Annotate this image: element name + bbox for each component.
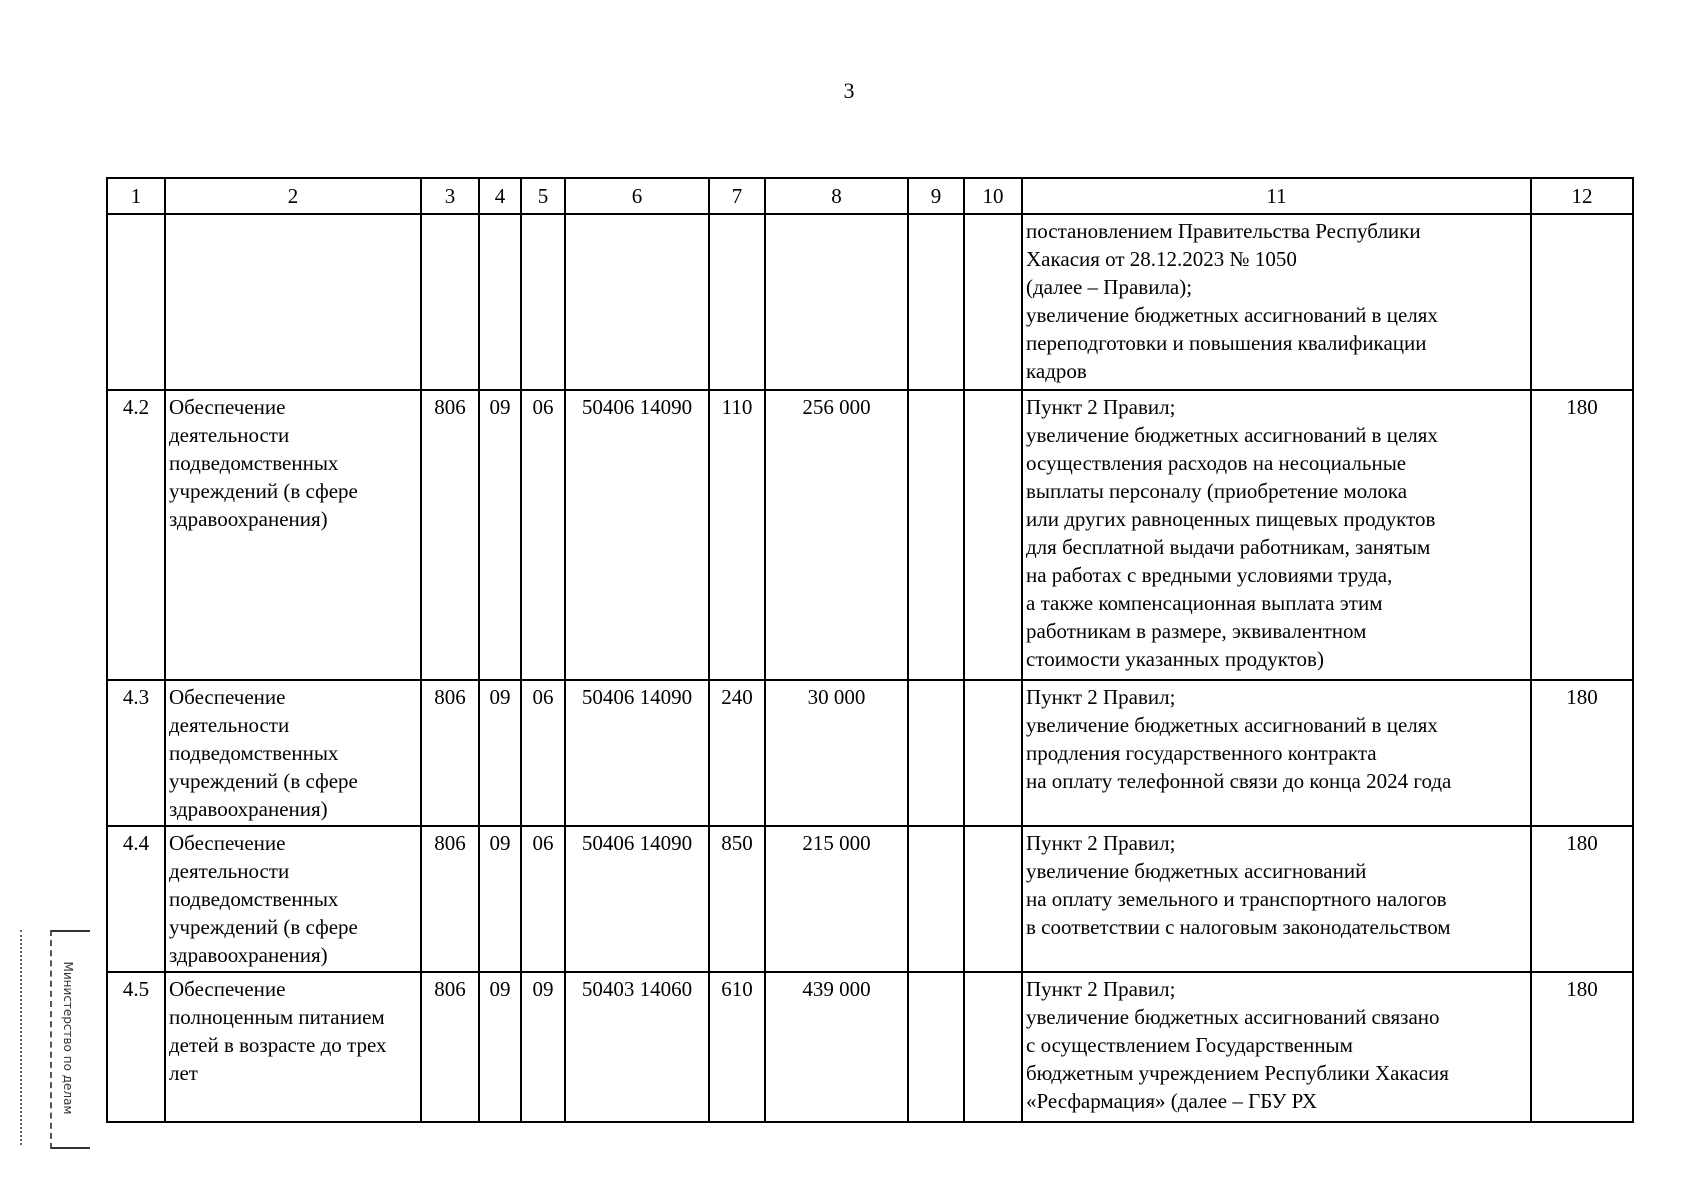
code-cell xyxy=(421,214,479,390)
table-row xyxy=(107,214,1633,390)
page-number: 3 xyxy=(843,78,855,103)
code-cell xyxy=(1531,214,1633,390)
code-cell: 110 xyxy=(709,390,765,680)
amount-cell xyxy=(765,214,908,390)
code-cell: 06 xyxy=(521,390,565,680)
justification-cell: постановлением Правительства Республики Хакасия от 28.12.2023 № 1050 (далее – Правила); увеличение бюджетных ассигнований в целях переподготовки и повышения квалификации кадров xyxy=(1022,214,1531,390)
table-row xyxy=(107,972,1633,1122)
code-cell: 806 xyxy=(421,680,479,826)
name-cell: Обеспечение деятельности подведомственных учреждений (в сфере здравоохранения) xyxy=(165,826,421,972)
code-cell: 180 xyxy=(1531,972,1633,1122)
amount-cell xyxy=(908,214,964,390)
justification-cell: Пункт 2 Правил; увеличение бюджетных ассигнований в целях продления государственного контракта на оплату телефонной связи до конца 2024 года xyxy=(1022,680,1531,826)
column-header: 11 xyxy=(1022,178,1531,214)
column-header: 5 xyxy=(521,178,565,214)
code-cell: 50403 14060 xyxy=(565,972,709,1122)
budget-table xyxy=(106,177,1634,1123)
amount-cell: 256 000 xyxy=(765,390,908,680)
stamp-text: Министерство по делам xyxy=(61,961,75,1115)
amount-cell xyxy=(964,680,1022,826)
row-number-cell: 4.2 xyxy=(107,390,165,680)
amount-cell: 439 000 xyxy=(765,972,908,1122)
code-cell: 806 xyxy=(421,826,479,972)
code-cell: 180 xyxy=(1531,390,1633,680)
amount-cell: 215 000 xyxy=(765,826,908,972)
code-cell: 850 xyxy=(709,826,765,972)
column-header: 10 xyxy=(964,178,1022,214)
name-cell: Обеспечение деятельности подведомственных учреждений (в сфере здравоохранения) xyxy=(165,680,421,826)
table-row xyxy=(107,826,1633,972)
amount-cell xyxy=(964,972,1022,1122)
code-cell: 50406 14090 xyxy=(565,826,709,972)
column-header: 4 xyxy=(479,178,521,214)
code-cell: 09 xyxy=(479,390,521,680)
code-cell: 06 xyxy=(521,826,565,972)
code-cell: 180 xyxy=(1531,826,1633,972)
amount-cell xyxy=(908,826,964,972)
column-header: 8 xyxy=(765,178,908,214)
code-cell: 09 xyxy=(479,680,521,826)
amount-cell xyxy=(908,390,964,680)
code-cell xyxy=(479,214,521,390)
code-cell: 50406 14090 xyxy=(565,680,709,826)
column-header: 12 xyxy=(1531,178,1633,214)
stamp-dotted-edge xyxy=(20,930,30,1145)
column-header: 6 xyxy=(565,178,709,214)
code-cell: 06 xyxy=(521,680,565,826)
code-cell xyxy=(521,214,565,390)
table-row xyxy=(107,680,1633,826)
amount-cell xyxy=(964,214,1022,390)
code-cell: 240 xyxy=(709,680,765,826)
amount-cell xyxy=(908,972,964,1122)
code-cell xyxy=(709,214,765,390)
amount-cell xyxy=(908,680,964,826)
justification-cell: Пункт 2 Правил; увеличение бюджетных ассигнований в целях осуществления расходов на несоциальные выплаты персоналу (приобретение молока или других равноценных пищевых продуктов для бесплатной выдачи работникам, занятым на работах с вредными условиями труда, а также компенсационная выплата этим работникам в размере, эквивалентном стоимости указанных продуктов) xyxy=(1022,390,1531,680)
amount-cell xyxy=(964,390,1022,680)
code-cell xyxy=(565,214,709,390)
column-header: 1 xyxy=(107,178,165,214)
column-header: 9 xyxy=(908,178,964,214)
table-header-row xyxy=(107,178,1633,214)
name-cell: Обеспечение полноценным питанием детей в возрасте до трех лет xyxy=(165,972,421,1122)
name-cell xyxy=(165,214,421,390)
row-number-cell: 4.3 xyxy=(107,680,165,826)
column-header: 7 xyxy=(709,178,765,214)
code-cell: 806 xyxy=(421,972,479,1122)
justification-cell: Пункт 2 Правил; увеличение бюджетных ассигнований на оплату земельного и транспортного налогов в соответствии с налоговым законодательством xyxy=(1022,826,1531,972)
column-header: 2 xyxy=(165,178,421,214)
code-cell: 09 xyxy=(521,972,565,1122)
name-cell: Обеспечение деятельности подведомственных учреждений (в сфере здравоохранения) xyxy=(165,390,421,680)
code-cell: 180 xyxy=(1531,680,1633,826)
registration-stamp xyxy=(20,930,90,1150)
table-row xyxy=(107,390,1633,680)
justification-cell: Пункт 2 Правил; увеличение бюджетных ассигнований связано с осуществлением Государственным бюджетным учреждением Республики Хакасия «Ресфармация» (далее – ГБУ РХ xyxy=(1022,972,1531,1122)
row-number-cell: 4.4 xyxy=(107,826,165,972)
code-cell: 806 xyxy=(421,390,479,680)
row-number-cell xyxy=(107,214,165,390)
code-cell: 09 xyxy=(479,972,521,1122)
code-cell: 50406 14090 xyxy=(565,390,709,680)
code-cell: 610 xyxy=(709,972,765,1122)
column-header: 3 xyxy=(421,178,479,214)
code-cell: 09 xyxy=(479,826,521,972)
row-number-cell: 4.5 xyxy=(107,972,165,1122)
amount-cell: 30 000 xyxy=(765,680,908,826)
amount-cell xyxy=(964,826,1022,972)
